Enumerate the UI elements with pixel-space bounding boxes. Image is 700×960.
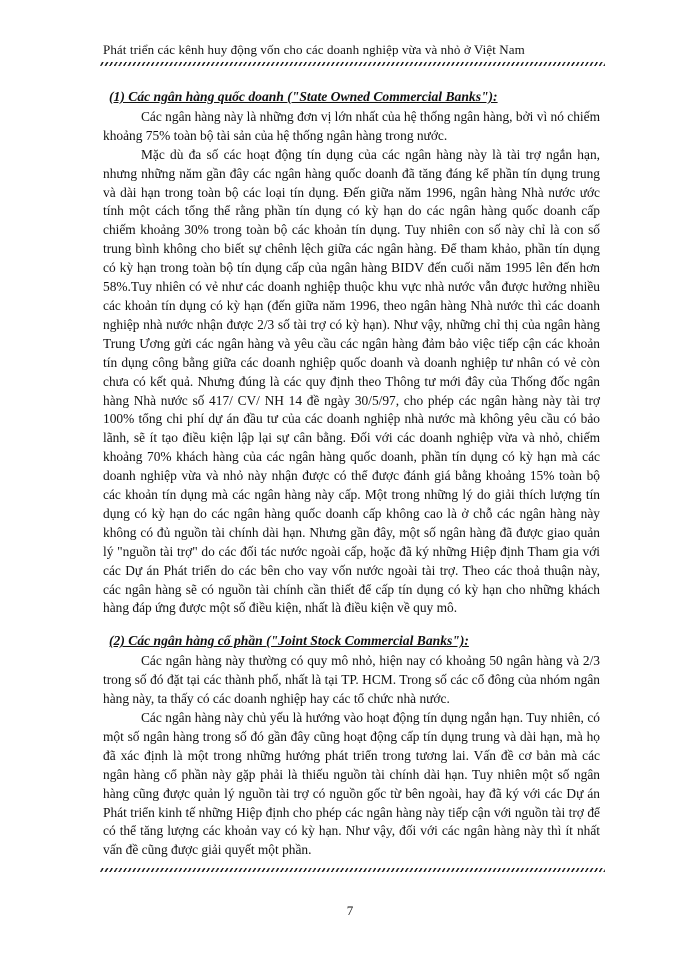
paragraph: Mặc dù đa số các hoạt động tín dụng của các ngân hàng này là tài trợ ngắn hạn, nhưng những năm gần đây các ngân hàng quốc doanh đã tăng đáng kể phần tín dụng trung và dài hạn trong toàn bộ các loại tín dụng. Đến giữa năm 1996, ngân hàng Nhà nước ước tính một cách tổng thể rằng phần tín dụng có kỳ hạn do các ngân hàng quốc doanh cấp chiếm khoảng 30% trong toàn bộ các khoản tín dụng. Tuy nhiên con số này chỉ là con số trung bình không cho biết sự chênh lệch giữa các ngân hàng. Để tham khảo, phần tín dụng có kỳ hạn trong toàn bộ tín dụng cấp của ngân hàng BIDV đến cuối năm 1995 lên đến hơn 58%.Tuy nhiên có vẻ như các doanh nghiệp thuộc khu vực nhà nước vẫn được hưởng nhiều các khoản tín dụng có kỳ hạn (đến giữa năm 1996, theo ngân hàng Nhà nước thì các doanh nghiệp nhà nước nhận được 2/3 số tài trợ có kỳ hạn). Như vậy, những chỉ thị của ngân hàng Trung Ương gửi các ngân hàng và yêu cầu các ngân hàng đảm bảo việc tiếp cận các khoản tín dụng công bằng giữa các doanh nghiệp quốc doanh và doanh nghiệp tư nhân có vẻ còn chưa có kết quả. Nhưng đúng là các quy định theo Thông tư mới đây của Thống đốc ngân hàng Nhà nước số 417/ CV/ NH 14 đề ngày 30/5/97, cho phép các ngân hàng này tài trợ 100% tổng chi phí dự án đầu tư của các doanh nghiệp nhà nước mà không yêu cầu có bảo lãnh, sẽ ít tạo điều kiện lập lại sự cân bằng. Đối với các doanh nghiệp vừa và nhỏ, chiếm khoảng 70% khách hàng của các ngân hàng quốc doanh, phần tín dụng có kỳ hạn mà các doanh nghiệp vừa và nhỏ này nhận được có thể được đánh giá bằng khoảng 15% toàn bộ các khoản tín dụng mà các ngân hàng này cấp. Một trong những lý do giải thích lượng tín dụng có kỳ hạn do các ngân hàng quốc doanh cấp không cao là ở chỗ các ngân hàng này không có đủ nguồn tài chính dài hạn. Nhưng gần đây, một số ngân hàng đã được giao quản lý "nguồn tài trợ" do các đối tác nước ngoài cấp, hoặc đã ký những Hiệp định Tham gia với các Dự án Phát triển do các bên cho vay vốn nước ngoài tài trợ. Theo các thoả thuận này, các ngân hàng sẽ có nguồn tài chính cần thiết để cấp tín dụng có kỳ hạn cho những khách hàng đáp ứng được một số điều kiện, nhất là điều kiện về quy mô. (103, 146, 600, 616)
page-number: 7 (346, 903, 354, 918)
footer-divider (100, 868, 605, 872)
section-spacer (103, 618, 600, 632)
running-header: Phát triển các kênh huy động vốn cho các doanh nghiệp vừa và nhỏ ở Việt Nam (103, 42, 525, 57)
paragraph: Các ngân hàng này là những đơn vị lớn nhất của hệ thống ngân hàng, bởi vì nó chiếm khoảng 75% toàn bộ tài sản của hệ thống ngân hàng trong nước. (103, 108, 600, 143)
section-heading-joint-stock-banks: (2) Các ngân hàng cổ phần ("Joint Stock Commercial Banks"): (109, 633, 469, 649)
paragraph: Các ngân hàng này chủ yếu là hướng vào hoạt động tín dụng ngắn hạn. Tuy nhiên, có một số ngân hàng trong số đó gần đây cũng hoạt động cấp tín dụng trung và dài hạn, mà họ đã xác định là một trong những hướng phát triển trong tương lai. Vấn đề cơ bản mà các ngân hàng cổ phần này gặp phải là thiếu nguồn tài chính dài hạn. Tuy nhiên một số ngân hàng cũng được quản lý nguồn tài trợ có nguồn gốc từ bên ngoài, hay đã ký với các Dự án Phát triển kinh tế những Hiệp định cho phép các ngân hàng này tiếp cận với nguồn tài trợ để có thể tăng lượng các khoản vay có kỳ hạn. Như vậy, đối với các ngân hàng này thì ít nhất vấn đề cũng được giải quyết một phần. (103, 710, 600, 858)
paragraph: Các ngân hàng này thường có quy mô nhỏ, hiện nay có khoảng 50 ngân hàng và 2/3 trong số đó đặt tại các thành phố, nhất là tại TP. HCM. Trong số các cổ đông của nhóm ngân hàng này, ta thấy có các doanh nghiệp hay các tổ chức nhà nước. (103, 653, 600, 707)
document-body (103, 88, 600, 860)
header-divider (100, 62, 605, 66)
section-heading-state-banks: (1) Các ngân hàng quốc doanh ("State Owned Commercial Banks"): (109, 89, 498, 104)
